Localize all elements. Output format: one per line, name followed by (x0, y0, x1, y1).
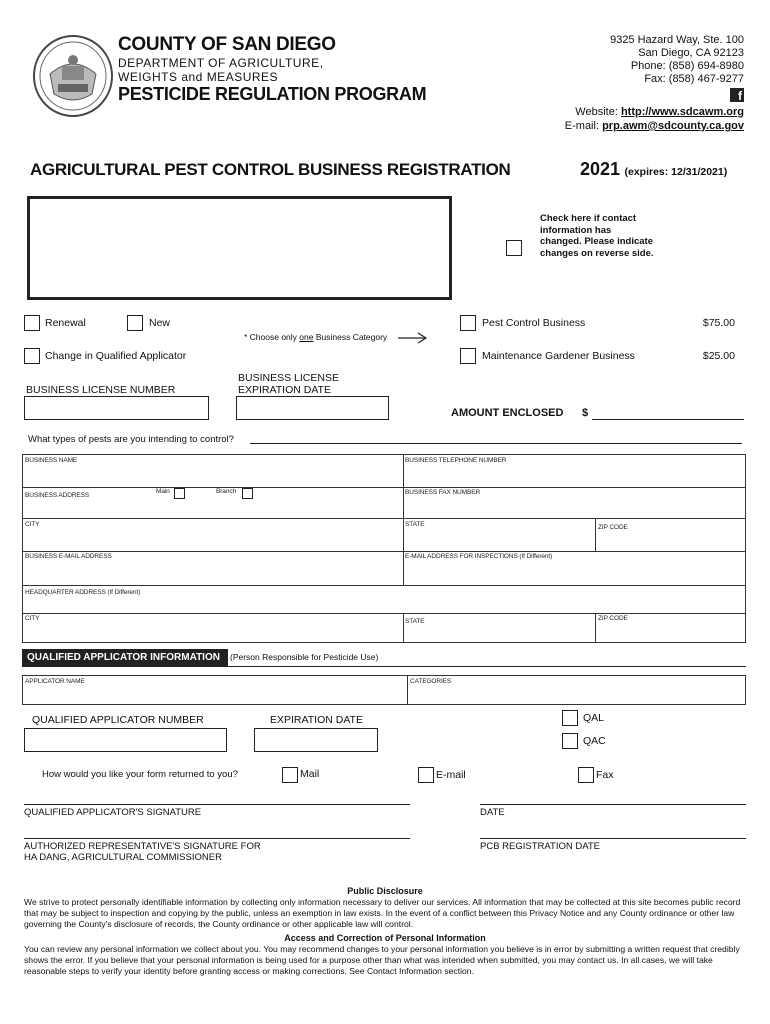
branch-checkbox[interactable] (242, 488, 253, 499)
choose-note-one: one (299, 332, 314, 342)
change-applicator-checkbox[interactable] (24, 348, 40, 364)
hq-city-field[interactable] (22, 613, 404, 643)
program-title: PESTICIDE REGULATION PROGRAM (118, 84, 427, 104)
applicator-section-title: QUALIFIED APPLICATOR INFORMATION (27, 652, 220, 663)
mail-checkbox[interactable] (282, 767, 298, 783)
mailing-address-box[interactable] (27, 196, 452, 300)
facebook-glyph: f (738, 89, 742, 103)
license-number-field[interactable] (24, 396, 209, 420)
state-field[interactable] (403, 518, 596, 552)
contact-changed-checkbox[interactable] (506, 240, 522, 256)
dollar-sign: $ (582, 407, 589, 419)
business-telephone-label: BUSINESS TELEPHONE NUMBER (405, 457, 507, 464)
license-exp-label-2: EXPIRATION DATE (238, 384, 331, 396)
hq-state-label: STATE (405, 618, 425, 625)
business-name-label: BUSINESS NAME (25, 457, 78, 464)
applicator-name-label: APPLICATOR NAME (25, 678, 85, 685)
email-return-label: E-mail (436, 769, 466, 781)
renewal-label: Renewal (45, 317, 86, 329)
rep-signature-label-2: HA DANG, AGRICULTURAL COMMISSIONER (24, 852, 222, 863)
email-label: E-mail: (564, 120, 603, 132)
fax-return-label: Fax (596, 769, 614, 781)
applicator-section-rule (22, 666, 746, 667)
expiration-date-label: EXPIRATION DATE (270, 714, 363, 726)
pcb-date-label: PCB REGISTRATION DATE (480, 841, 600, 852)
amount-field-line[interactable] (592, 419, 744, 420)
business-name-field[interactable] (22, 454, 404, 488)
amount-enclosed-label: AMOUNT ENCLOSED (451, 407, 564, 419)
pest-control-checkbox[interactable] (460, 315, 476, 331)
applicator-signature-line[interactable] (24, 804, 410, 805)
public-disclosure-body: We strive to protect personally identifiable information by collecting only information necessary to deliver our services. All information that may be collected at this site becomes public record that may be subject to inspection and copying by the public, unless an exemption in law exists. In the event of a conflict between this Privacy Notice and any County ordinance or other law governing the County's disclosure of records, the County ordinance or other applicable law will control. (24, 897, 741, 929)
website-link[interactable]: http://www.sdcawm.org (620, 106, 744, 118)
qal-checkbox[interactable] (562, 710, 578, 726)
choose-note-prefix: * Choose only (244, 332, 300, 342)
form-title: AGRICULTURAL PEST CONTROL BUSINESS REGISTRATION (30, 160, 511, 179)
access-correction-body: You can review any personal information we collect about you. You may recommend changes to your personal information you believe is in error by submitting a written request that credibly shows the error. If you believe that your personal information is being used for a purpose other than what was intended when submitted, you may contact us. In all cases, we will take reasonable steps to verify your identity before granting access or making corrections. See Contact Information section. (24, 944, 740, 976)
expiration-date-field[interactable] (254, 728, 378, 752)
rep-signature-line[interactable] (24, 838, 410, 839)
hq-address-label: HEADQUARTER ADDRESS (If Different) (25, 589, 141, 596)
pest-control-label: Pest Control Business (482, 317, 586, 329)
website-label: Website: (575, 106, 621, 118)
arrow-right-icon (398, 331, 428, 343)
state-label: STATE (405, 521, 425, 528)
expires-note: (expires: 12/31/2021) (624, 166, 728, 178)
date-label: DATE (480, 807, 505, 818)
city-label: CITY (25, 521, 40, 528)
main-checkbox[interactable] (174, 488, 185, 499)
form-year (580, 159, 727, 180)
business-fax-label: BUSINESS FAX NUMBER (405, 489, 481, 496)
address-line-1: 9325 Hazard Way, Ste. 100 (610, 34, 744, 46)
pcb-date-line[interactable] (480, 838, 746, 839)
choose-note-suffix: Business Category (313, 332, 388, 342)
website-line (575, 106, 744, 118)
fax-number: Fax: (858) 467-9277 (644, 73, 744, 85)
hq-city-label: CITY (25, 615, 40, 622)
public-disclosure-title: Public Disclosure (347, 886, 423, 896)
applicator-number-label: QUALIFIED APPLICATOR NUMBER (32, 714, 204, 726)
renewal-checkbox[interactable] (24, 315, 40, 331)
main-label: Main (156, 488, 170, 495)
year-value: 2021 (580, 159, 621, 179)
inspection-email-label: E-MAIL ADDRESS FOR INSPECTIONS (If Different) (405, 553, 553, 560)
change-applicator-label: Change in Qualified Applicator (45, 350, 187, 362)
access-correction-title: Access and Correction of Personal Information (284, 933, 486, 943)
pest-control-fee: $75.00 (702, 317, 735, 329)
facebook-icon[interactable] (730, 88, 744, 102)
business-email-label: BUSINESS E-MAIL ADDRESS (25, 553, 112, 560)
license-exp-field[interactable] (236, 396, 389, 420)
maintenance-label: Maintenance Gardener Business (482, 350, 635, 362)
county-seal-logo (32, 34, 114, 118)
branch-label: Branch (216, 488, 236, 495)
city-field[interactable] (22, 518, 404, 552)
address-line-2: San Diego, CA 92123 (638, 47, 744, 59)
categories-label: CATEGORIES (410, 678, 452, 685)
maintenance-checkbox[interactable] (460, 348, 476, 364)
rep-signature-label-1: AUTHORIZED REPRESENTATIVE'S SIGNATURE FOR (24, 841, 261, 852)
mail-label: Mail (300, 768, 320, 780)
department-line-2: WEIGHTS and MEASURES (118, 70, 279, 84)
applicator-section-note: (Person Responsible for Pesticide Use) (230, 652, 379, 662)
applicator-signature-label: QUALIFIED APPLICATOR'S SIGNATURE (24, 807, 202, 818)
department-line-1: DEPARTMENT OF AGRICULTURE, (118, 56, 324, 70)
contact-changed-note: Check here if contact information has changed. Please indicate changes on reverse side. (540, 213, 654, 259)
qal-label: QAL (583, 712, 605, 724)
applicator-number-field[interactable] (24, 728, 227, 752)
org-title: COUNTY OF SAN DIEGO (118, 34, 336, 55)
phone-number: Phone: (858) 694-8980 (630, 60, 744, 72)
hq-zip-label: ZIP CODE (598, 615, 628, 622)
maintenance-fee: $25.00 (702, 350, 735, 362)
license-number-label: BUSINESS LICENSE NUMBER (26, 384, 176, 396)
return-question: How would you like your form returned to you? (42, 769, 238, 780)
pests-answer-line[interactable] (250, 443, 742, 444)
fax-return-checkbox[interactable] (578, 767, 594, 783)
pests-question: What types of pests are you intending to control? (28, 434, 234, 445)
qac-checkbox[interactable] (562, 733, 578, 749)
license-exp-label-1: BUSINESS LICENSE (238, 372, 339, 384)
email-line (565, 120, 744, 132)
email-link[interactable]: prp.awm@sdcounty.ca.gov (602, 120, 744, 132)
business-address-label: BUSINESS ADDRESS (25, 492, 90, 499)
choose-category-note (244, 332, 387, 342)
categories-field[interactable] (407, 675, 746, 705)
new-label: New (149, 317, 171, 329)
applicator-section-header (22, 649, 228, 666)
date-line[interactable] (480, 804, 746, 805)
hq-state-field[interactable] (403, 613, 596, 643)
qac-label: QAC (583, 735, 606, 747)
email-return-checkbox[interactable] (418, 767, 434, 783)
zip-label: ZIP CODE (598, 524, 628, 531)
new-checkbox[interactable] (127, 315, 143, 331)
